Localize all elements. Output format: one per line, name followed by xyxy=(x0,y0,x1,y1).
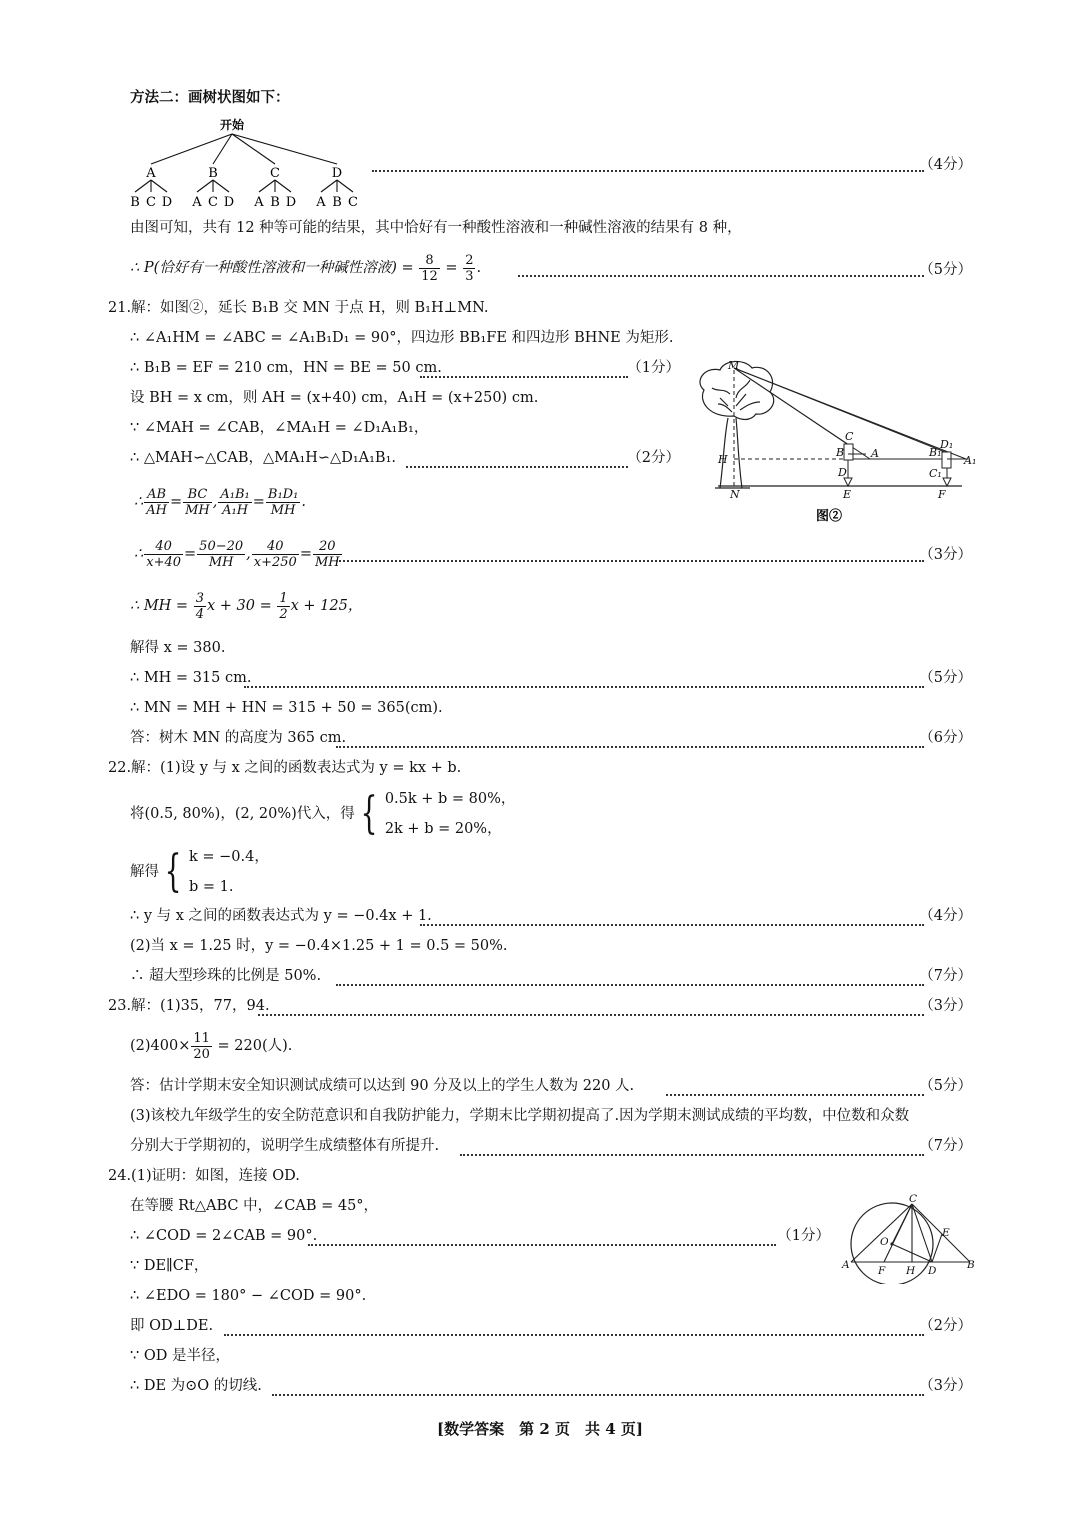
tree-node-label: D xyxy=(331,166,343,181)
q23-score-3: （3分） xyxy=(919,998,972,1014)
q22-line-6: ∴ 超大型珍珠的比例是 50%. xyxy=(130,968,322,984)
tree-node-label: B xyxy=(208,166,218,181)
dot-leader xyxy=(420,376,628,378)
dot-leader xyxy=(272,1394,924,1396)
tree-edge xyxy=(232,134,337,164)
fig-label: E xyxy=(843,488,852,501)
tree-leaf-label: B xyxy=(130,195,140,210)
tree-edge xyxy=(213,180,229,192)
q24-line-4: ∵ DE∥CF， xyxy=(130,1258,209,1274)
dot-leader xyxy=(406,466,628,468)
tree-leaf-label: C xyxy=(208,195,218,210)
score-5: （5分） xyxy=(919,262,972,278)
tree-edge xyxy=(135,180,151,192)
q23-line-5: 分别大于学期初的，说明学生成绩整体有所提升. xyxy=(130,1138,440,1154)
tree-leaf-label: B xyxy=(332,195,342,210)
q24-fig-label: H xyxy=(906,1265,916,1277)
dot-leader xyxy=(372,170,924,172)
q22-substitute-line: 将(0.5, 80%)，(2, 20%)代入，得 { 0.5k + b = 80%， 2k + b = 20%， xyxy=(130,788,516,839)
q24-line-6: 即 OD⊥DE. xyxy=(130,1318,214,1334)
fig-label: C₁ xyxy=(929,467,942,480)
q24-line-2: 在等腰 Rt△ABC 中，∠CAB = 45°， xyxy=(130,1198,379,1214)
q22-line-4: ∴ y 与 x 之间的函数表达式为 y = −0.4x + 1. xyxy=(130,908,432,924)
tree-leaf-label: A xyxy=(192,195,202,210)
tree-diagram xyxy=(118,112,368,212)
tree-leaf-label: D xyxy=(161,195,173,210)
q21-score-5: （5分） xyxy=(919,670,972,686)
q22-score-7: （7分） xyxy=(919,968,972,984)
tree-leaf-label: C xyxy=(348,195,358,210)
fig-label: F xyxy=(938,488,946,501)
q24-score-2: （2分） xyxy=(919,1318,972,1334)
q24-fig-label: F xyxy=(878,1265,886,1277)
q22-line-1: 22.解：(1)设 y 与 x 之间的函数表达式为 y = kx + b. xyxy=(108,760,462,776)
q24-fig-label: E xyxy=(942,1227,950,1239)
tree-edge xyxy=(337,180,353,192)
tree-edge xyxy=(259,180,275,192)
tree-leaf-label: C xyxy=(146,195,156,210)
dot-leader xyxy=(460,1154,924,1156)
tree-illustration xyxy=(700,361,774,488)
tree-root-label: 开始 xyxy=(219,118,245,132)
tree-edge xyxy=(151,180,167,192)
q21-line-2: ∴ ∠A₁HM = ∠ABC = ∠A₁B₁D₁ = 90°，四边形 BB₁FE 和四边形 BHNE 为矩形. xyxy=(130,330,674,346)
q24-line-5: ∴ ∠EDO = 180° − ∠COD = 90°. xyxy=(130,1288,367,1304)
q23-line-1: 23.解：(1)35，77，94. xyxy=(108,998,270,1014)
tree-leaf-label: D xyxy=(223,195,235,210)
q24-score-1: （1分） xyxy=(777,1228,830,1244)
q24-fig-label: D xyxy=(928,1265,937,1277)
dot-leader xyxy=(244,686,924,688)
q22-line-5: (2)当 x = 1.25 时，y = −0.4×1.25 + 1 = 0.5 = 50%. xyxy=(130,938,508,954)
fig-caption: 图② xyxy=(816,509,843,524)
result-line: 由图可知，共有 12 种等可能的结果，其中恰好有一种酸性溶液和一种碱性溶液的结果有 8 种， xyxy=(130,220,742,236)
q21-mh-line: ∴ MH = $\frac{3}{4}$ x + 30 = $\frac{1}{2}$ x + 125， xyxy=(130,590,363,622)
prob-frac-1: $\frac{8}{12}$ xyxy=(421,252,438,284)
fig-label: H xyxy=(718,453,728,466)
prob-frac-2: $\frac{2}{3}$ xyxy=(465,252,474,284)
q21-line-11: 答：树木 MN 的高度为 365 cm. xyxy=(130,730,347,746)
q24-fig-label: C xyxy=(909,1193,918,1205)
dot-leader xyxy=(224,1334,924,1336)
fig-label: B xyxy=(836,446,845,459)
q21-line-10: ∴ MN = MH + HN = 315 + 50 = 365(cm). xyxy=(130,700,443,716)
tree-edge xyxy=(275,180,291,192)
prob-prefix: ∴ P(恰好有一种酸性溶液和一种碱性溶液) = xyxy=(130,260,419,276)
tree-edge xyxy=(213,134,232,164)
q21-line-8: 解得 x = 380. xyxy=(130,640,226,656)
tree-leaf-label: D xyxy=(285,195,297,210)
tree-node-label: C xyxy=(270,166,280,181)
q21-line-4: 设 BH = x cm，则 AH = (x+40) cm，A₁H = (x+250) cm. xyxy=(130,390,539,406)
score-4: （4分） xyxy=(919,157,972,173)
fig-label: A₁ xyxy=(964,454,977,467)
tree-node-label: A xyxy=(146,166,156,181)
method-two-title: 方法二：画树状图如下： xyxy=(130,89,290,106)
q21-score-3: （3分） xyxy=(919,547,972,563)
dot-leader xyxy=(666,1094,924,1096)
tree-leaf-label: B xyxy=(270,195,280,210)
fig-label: B₁ xyxy=(929,446,942,459)
q23-line-2: (2)400× $\frac{11}{20}$ = 220(人). xyxy=(130,1030,293,1062)
fig-label: N xyxy=(730,488,740,501)
dot-leader xyxy=(336,560,924,562)
fig-label: C xyxy=(845,430,854,443)
dot-leader xyxy=(336,984,924,986)
fig-label: D₁ xyxy=(940,438,954,451)
q23-line-4: (3)该校九年级学生的安全防范意识和自我防护能力，学期末比学期初提高了.因为学期末测试成绩的平均数，中位数和众数 xyxy=(130,1108,910,1124)
q21-line-9: ∴ MH = 315 cm. xyxy=(130,670,252,686)
q21-line-1: 21.解：如图②，延长 B₁B 交 MN 于点 H，则 B₁H⊥MN. xyxy=(108,300,489,316)
tree-edge xyxy=(151,134,232,164)
probability-line: ∴ P(恰好有一种酸性溶液和一种碱性溶液) = $\frac{8}{12}$ = $\frac{2}{3}$ . xyxy=(130,252,482,284)
tree-edge xyxy=(197,180,213,192)
dot-leader xyxy=(308,1244,776,1246)
q24-score-3: （3分） xyxy=(919,1378,972,1394)
dot-leader xyxy=(420,924,924,926)
q21-score-2: （2分） xyxy=(627,450,680,466)
dot-leader xyxy=(258,1014,924,1016)
dot-leader xyxy=(518,275,924,277)
q23-score-5: （5分） xyxy=(919,1078,972,1094)
tree-edge xyxy=(321,180,337,192)
fig-label: A xyxy=(871,447,879,460)
tree-leaf-label: A xyxy=(316,195,326,210)
q24-fig-label: A xyxy=(842,1259,850,1271)
q22-score-4: （4分） xyxy=(919,908,972,924)
figure-2 xyxy=(690,358,980,528)
tree-leaf-label: A xyxy=(254,195,264,210)
q23-line-3: 答：估计学期末安全知识测试成绩可以达到 90 分及以上的学生人数为 220 人. xyxy=(130,1078,635,1094)
q24-line-8: ∴ DE 为⊙O 的切线. xyxy=(130,1378,262,1394)
q21-score-1: （1分） xyxy=(627,360,680,376)
q22-solve-line: 解得 { k = −0.4， b = 1. xyxy=(130,846,269,897)
q24-fig-label: B xyxy=(967,1259,975,1271)
fig-label: D xyxy=(838,466,847,479)
tree-edge xyxy=(232,134,275,164)
dot-leader xyxy=(336,746,924,748)
q23-score-7: （7分） xyxy=(919,1138,972,1154)
q24-line-7: ∵ OD 是半径， xyxy=(130,1348,230,1364)
q21-score-6: （6分） xyxy=(919,730,972,746)
q24-line-3: ∴ ∠COD = 2∠CAB = 90°. xyxy=(130,1228,318,1244)
q24-fig-label: O xyxy=(880,1236,889,1248)
figure-q24 xyxy=(840,1192,980,1284)
q21-line-5: ∵ ∠MAH = ∠CAB，∠MA₁H = ∠D₁A₁B₁， xyxy=(130,420,429,436)
q24-line-1: 24.(1)证明：如图，连接 OD. xyxy=(108,1168,300,1184)
q21-line-6: ∴ △MAH∽△CAB，△MA₁H∽△D₁A₁B₁. xyxy=(130,450,396,466)
q21-line-3: ∴ B₁B = EF = 210 cm，HN = BE = 50 cm. xyxy=(130,360,442,376)
q21-equation-line: ∴ $\frac{40}{x+40}$ = $\frac{50-20}{MH}$ , $\frac{40}{x+250}$ = $\frac{20}{MH}$ xyxy=(134,538,340,570)
fig-label: M xyxy=(728,359,740,372)
page-footer: [数学答案 第 2 页 共 4 页] xyxy=(437,1420,643,1438)
q21-ratio-line: ∴ $\frac{AB}{AH}$ = $\frac{BC}{MH}$ , $\frac{\text{A₁B₁}}{\text{A₁H}}$ = $\frac{\text{B₁D₁}}{MH}$ . xyxy=(134,486,306,518)
